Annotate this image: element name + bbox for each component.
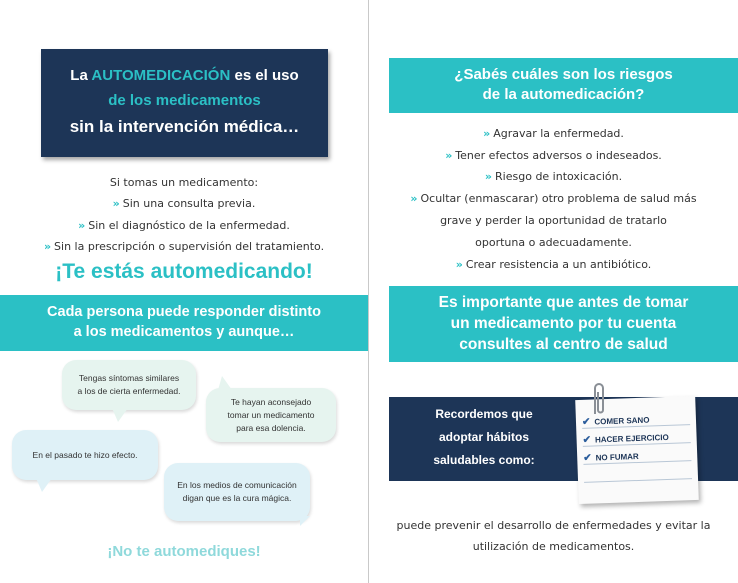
closing-line-2: utilización de medicamentos. (472, 540, 635, 553)
risk-text: Tener efectos adversos o indeseados. (455, 149, 662, 162)
condition-item (0, 240, 368, 253)
response-band (0, 295, 368, 351)
closing-line-1: puede prevenir el desarrollo de enfermedades y evitar la (396, 519, 711, 532)
intro-text: Si tomas un medicamento: (109, 176, 259, 189)
habits-line-2: adoptar hábitos (438, 430, 529, 444)
right-page (369, 0, 738, 583)
note-rule (584, 478, 692, 483)
important-band (389, 286, 738, 362)
risk-item (369, 192, 738, 205)
definition-box (41, 49, 328, 157)
bubble-text: Te hayan aconsejado (230, 396, 312, 407)
chevron-double-right-icon: » (484, 170, 493, 183)
bubble-text: para esa dolencia. (236, 422, 306, 433)
chevron-double-right-icon: » (455, 258, 463, 271)
risk-text: Riesgo de intoxicación. (495, 170, 623, 183)
risk-text: Crear resistencia a un antibiótico. (465, 258, 652, 271)
risk-item (369, 258, 738, 271)
important-line-3: consultes al centro de salud (459, 336, 668, 353)
condition-item (0, 197, 368, 210)
risks-title-2: de la automedicación? (482, 86, 645, 103)
bubble-text: Tengas síntomas similares (78, 373, 180, 383)
paperclip-icon (589, 380, 609, 420)
habits-line-3: saludables como: (433, 453, 535, 467)
condition-text: Sin la prescripción o supervisión del tratamiento. (54, 240, 325, 253)
bubble-text: digan que es la cura mágica. (182, 493, 292, 503)
bubble-text: a los de cierta enfermedad. (77, 386, 181, 396)
bubble-tail (36, 478, 52, 492)
speech-bubble (62, 360, 196, 410)
definition-line-1 (41, 67, 328, 84)
final-heading: ¡No te automediques! (107, 543, 261, 560)
check-icon: ✔ (583, 452, 592, 464)
exclaim-heading: ¡Te estás automedicando! (55, 260, 313, 283)
bubble-text: tomar un medicamento (227, 409, 315, 420)
check-icon: ✔ (581, 416, 591, 428)
risks-band (389, 58, 738, 113)
definition-post: es el uso (230, 67, 299, 84)
speech-bubble (164, 463, 310, 521)
band-line-2: a los medicamentos y aunque… (73, 324, 295, 340)
bubble-tail (112, 408, 128, 422)
risk-item (369, 149, 738, 162)
risk-item (369, 127, 738, 140)
bubble-text: En el pasado te hizo efecto. (32, 449, 138, 460)
chevron-double-right-icon: » (445, 149, 453, 162)
important-line-2: un medicamento por tu cuenta (450, 315, 677, 332)
definition-line-2: de los medicamentos (108, 92, 261, 109)
definition-keyword: AUTOMEDICACIÓN (91, 67, 231, 84)
chevron-double-right-icon: » (410, 192, 418, 205)
risk-item (369, 170, 738, 183)
chevron-double-right-icon: » (483, 127, 491, 140)
definition-line-3: sin la intervención médica… (69, 117, 300, 136)
checklist-text: NO FUMAR (595, 451, 639, 463)
bubble-tail (300, 516, 310, 526)
speech-bubble (12, 430, 158, 480)
chevron-double-right-icon: » (112, 197, 120, 210)
check-icon: ✔ (582, 434, 592, 446)
important-line-1: Es importante que antes de tomar (438, 294, 689, 311)
risk-continuation: grave y perder la oportunidad de tratarlo (440, 214, 667, 227)
risks-title-1: ¿Sabés cuáles son los riesgos (454, 66, 673, 83)
risk-text: Agravar la enfermedad. (493, 127, 624, 140)
checklist-text: COMER SANO (594, 415, 650, 427)
band-line-1: Cada persona puede responder distinto (47, 304, 321, 320)
condition-text: Sin una consulta previa. (122, 197, 256, 210)
chevron-double-right-icon: » (43, 240, 52, 253)
speech-bubble (206, 388, 336, 442)
habits-line-1: Recordemos que (435, 407, 533, 421)
definition-pre: La (70, 67, 92, 84)
risk-text: Ocultar (enmascarar) otro problema de salud más (420, 192, 697, 205)
checklist-item (583, 451, 639, 464)
chevron-double-right-icon: » (78, 219, 86, 232)
bubble-tail (218, 376, 232, 390)
condition-text: Sin el diagnóstico de la enfermedad. (88, 219, 290, 232)
bubble-text: En los medios de comunicación (177, 480, 297, 490)
condition-item (0, 219, 368, 232)
checklist-text: HACER EJERCICIO (594, 432, 669, 445)
risk-continuation: oportuna o adecuadamente. (475, 236, 632, 249)
